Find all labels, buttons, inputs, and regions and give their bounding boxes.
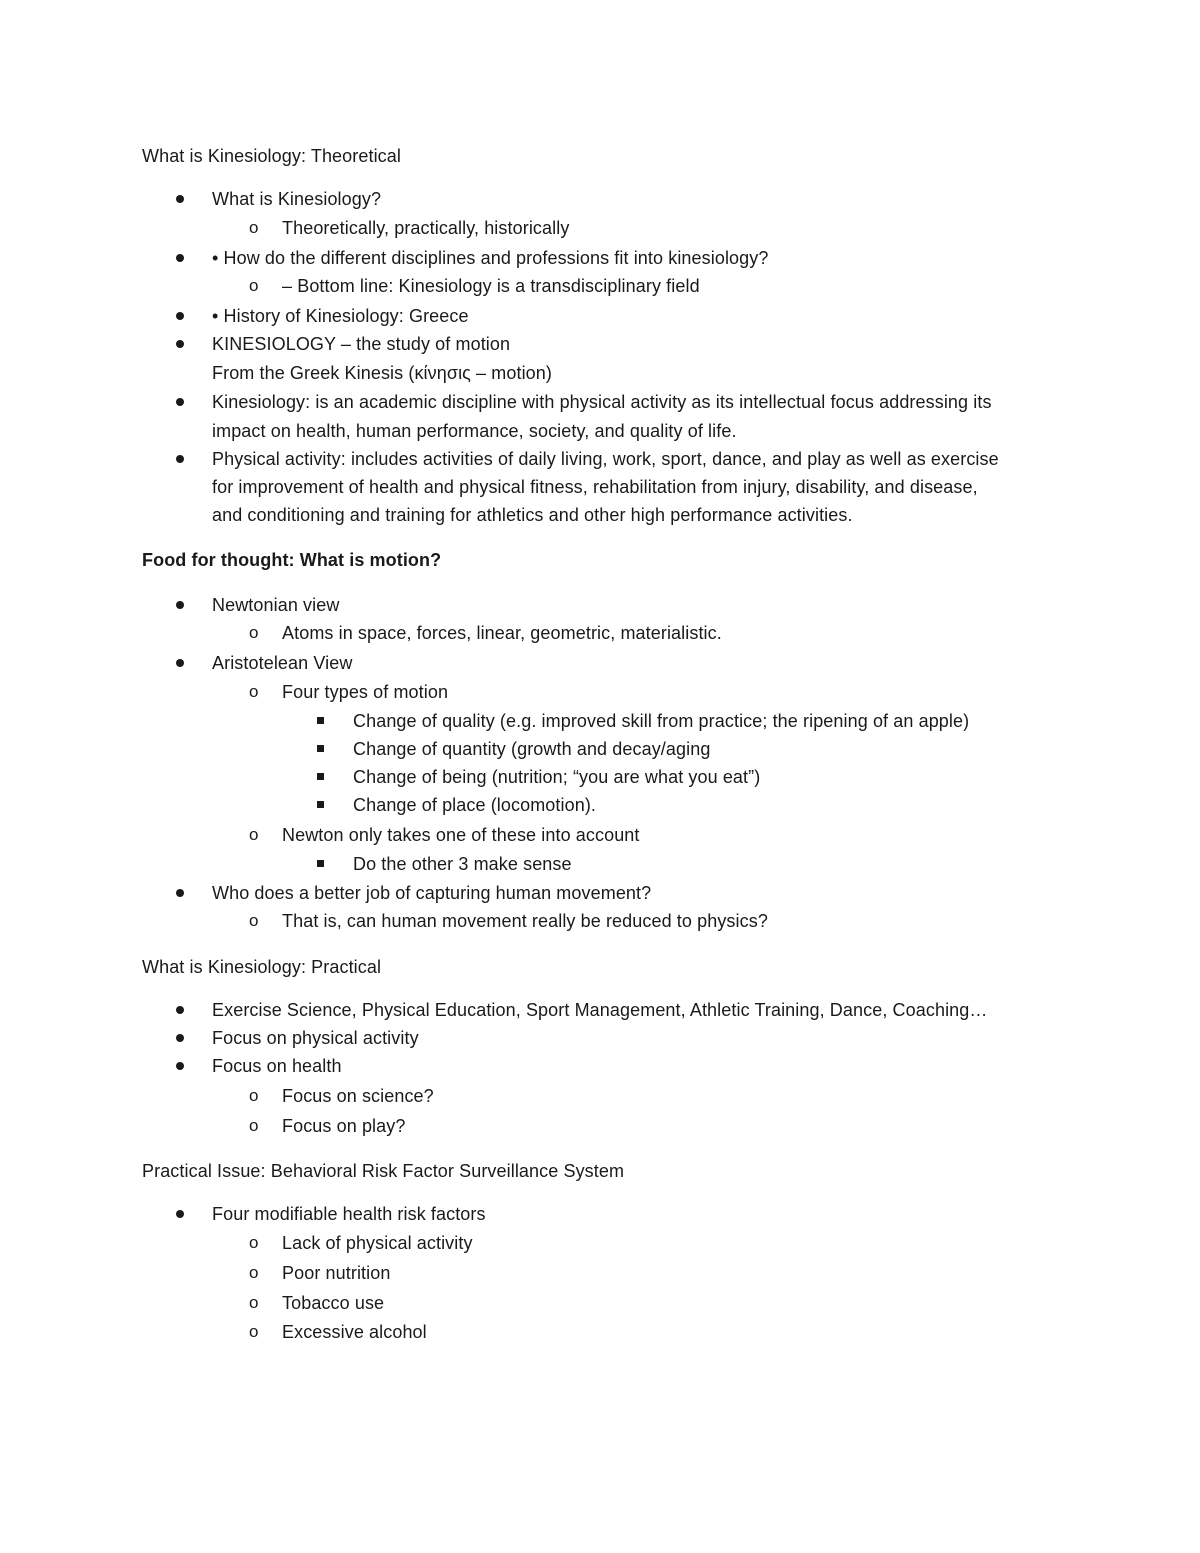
list-item: Lack of physical activity — [282, 1233, 473, 1253]
list-item: Change of quality (e.g. improved skill from practice; the ripening of an apple) — [353, 711, 970, 731]
section-heading-practical-issue: Practical Issue: Behavioral Risk Factor Surveillance System — [142, 1161, 625, 1181]
bullet-icon — [176, 889, 184, 897]
list-item: – Bottom line: Kinesiology is a transdisciplinary field — [282, 276, 700, 296]
sub-bullet-icon: o — [249, 1293, 259, 1312]
list-item: Change of place (locomotion). — [353, 795, 597, 815]
section-heading-practical: What is Kinesiology: Practical — [142, 957, 382, 977]
sub-bullet-icon: o — [249, 623, 259, 642]
list-item-continuation: and conditioning and training for athletics and other high performance activities. — [212, 505, 853, 525]
list-item: Theoretically, practically, historically — [282, 218, 570, 238]
section-heading-theoretical: What is Kinesiology: Theoretical — [142, 146, 401, 166]
list-item: Physical activity: includes activities of daily living, work, sport, dance, and play as well as exercise — [212, 449, 999, 469]
list-item: Do the other 3 make sense — [353, 854, 572, 874]
bullet-icon — [176, 340, 184, 348]
list-item: Focus on health — [212, 1056, 342, 1076]
list-item: Newton only takes one of these into account — [282, 825, 640, 845]
list-item: Aristotelean View — [212, 653, 353, 673]
bullet-icon — [176, 1006, 184, 1014]
list-item: What is Kinesiology? — [212, 189, 382, 209]
list-item: Newtonian view — [212, 595, 340, 615]
sub-bullet-icon: o — [249, 1322, 259, 1341]
bullet-icon — [176, 1210, 184, 1218]
list-item: Four types of motion — [282, 682, 449, 702]
list-item: That is, can human movement really be reduced to physics? — [282, 911, 768, 931]
list-item-continuation: From the Greek Kinesis (κίνησις – motion) — [212, 363, 552, 383]
square-bullet-icon — [317, 801, 324, 808]
list-item-continuation: for improvement of health and physical fitness, rehabilitation from injury, disability, and disease, — [212, 477, 978, 497]
bullet-icon — [176, 1062, 184, 1070]
list-item: Four modifiable health risk factors — [212, 1204, 486, 1224]
list-item: Kinesiology: is an academic discipline with physical activity as its intellectual focus addressing its — [212, 392, 992, 412]
square-bullet-icon — [317, 773, 324, 780]
list-item: Who does a better job of capturing human movement? — [212, 883, 652, 903]
list-item: Tobacco use — [282, 1293, 385, 1313]
section-heading-food-for-thought: Food for thought: What is motion? — [142, 550, 442, 570]
sub-bullet-icon: o — [249, 682, 259, 701]
list-item: Focus on physical activity — [212, 1028, 419, 1048]
sub-bullet-icon: o — [249, 911, 259, 930]
list-item-continuation: impact on health, human performance, society, and quality of life. — [212, 421, 737, 441]
list-item: • History of Kinesiology: Greece — [212, 306, 469, 326]
sub-bullet-icon: o — [249, 1233, 259, 1252]
bullet-icon — [176, 398, 184, 406]
bullet-icon — [176, 601, 184, 609]
bullet-icon — [176, 254, 184, 262]
sub-bullet-icon: o — [249, 825, 259, 844]
bullet-icon — [176, 312, 184, 320]
square-bullet-icon — [317, 745, 324, 752]
list-item: Poor nutrition — [282, 1263, 391, 1283]
list-item: Change of quantity (growth and decay/aging — [353, 739, 711, 759]
sub-bullet-icon: o — [249, 276, 259, 295]
square-bullet-icon — [317, 860, 324, 867]
sub-bullet-icon: o — [249, 1086, 259, 1105]
list-item: Excessive alcohol — [282, 1322, 427, 1342]
list-item: Atoms in space, forces, linear, geometric, materialistic. — [282, 623, 722, 643]
bullet-icon — [176, 1034, 184, 1042]
bullet-icon — [176, 659, 184, 667]
list-item: KINESIOLOGY – the study of motion — [212, 334, 511, 354]
sub-bullet-icon: o — [249, 218, 259, 237]
list-item: Change of being (nutrition; “you are what you eat”) — [353, 767, 761, 787]
sub-bullet-icon: o — [249, 1263, 259, 1282]
list-item: Exercise Science, Physical Education, Sport Management, Athletic Training, Dance, Coaching… — [212, 1000, 988, 1020]
sub-bullet-icon: o — [249, 1116, 259, 1135]
list-item: Focus on play? — [282, 1116, 406, 1136]
list-item: • How do the different disciplines and professions fit into kinesiology? — [212, 248, 769, 268]
list-item: Focus on science? — [282, 1086, 434, 1106]
square-bullet-icon — [317, 717, 324, 724]
bullet-icon — [176, 195, 184, 203]
bullet-icon — [176, 455, 184, 463]
